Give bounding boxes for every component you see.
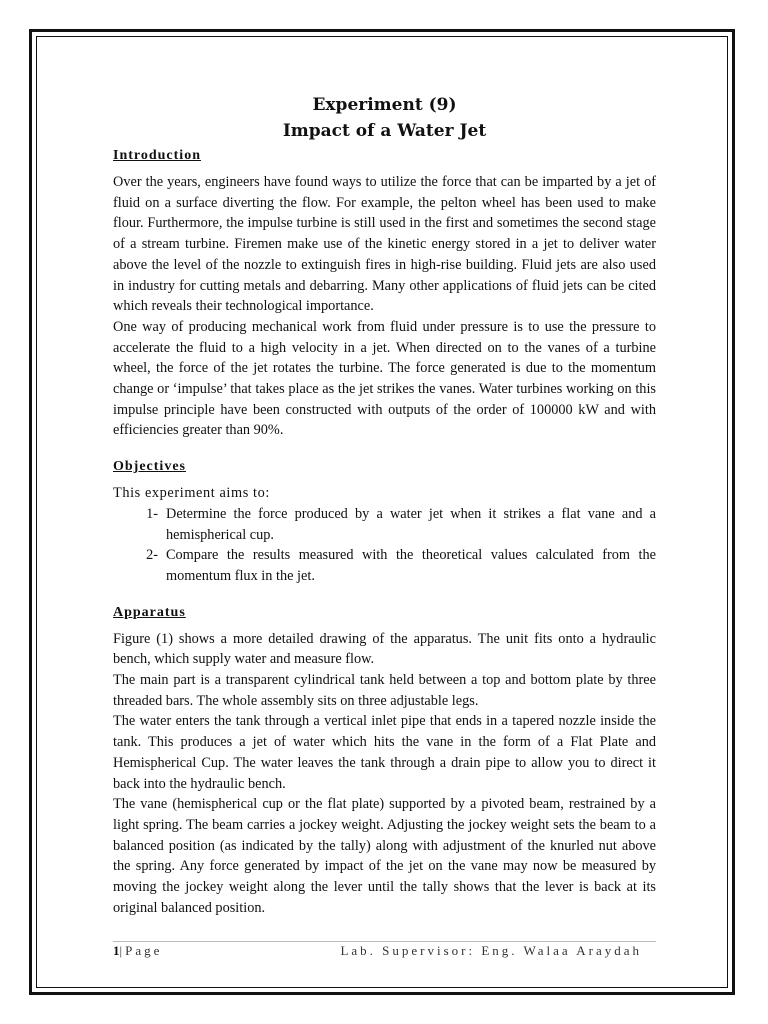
supervisor-credit: Lab. Supervisor: Eng. Walaa Araydah xyxy=(340,943,642,958)
objectives-lead: This experiment aims to: xyxy=(113,485,270,502)
page-number: 1 xyxy=(113,943,120,958)
introduction-paragraph-2: One way of producing mechanical work from fluid under pressure is to use the pressure to accelerate the fluid to a high velocity in a jet. When directed on to the vanes of a turbine wheel, the force of the jet rotates the turbine. The force generated is due to the momentum change or ‘impulse’ that takes place as the jet strikes the vanes. Water turbines working on this impulse principle have been constructed with outputs of the order of 100000 kW and with efficiencies greater than 90%. xyxy=(113,318,656,439)
apparatus-paragraph-4: The vane (hemispherical cup or the flat plate) supported by a pivoted beam, restrained by a light spring. The beam carries a jockey weight. Adjusting the jockey weight sets the beam to a balanced position (as indicated by the tally) along with adjustment of the knurled nut above the spring. Any force generated by impact of the jet on the vane may now be measured by moving the jockey weight along the lever until the tally shows that the lever is back at its original balanced position. xyxy=(113,796,656,916)
page-indicator xyxy=(113,943,162,959)
list-item-text: Determine the force produced by a water jet when it strikes a flat vane and a hemispherical cup. xyxy=(166,505,656,543)
list-item xyxy=(113,504,656,545)
objectives-list xyxy=(113,504,656,587)
introduction-heading: Introduction xyxy=(113,148,201,163)
page-title-experiment: Experiment (9) xyxy=(312,95,457,115)
apparatus-paragraph-3: The water enters the tank through a vertical inlet pipe that ends in a tapered nozzle inside the tank. This produces a jet of water which hits the vane in the form of a Flat Plate and Hemispherical Cup. The water leaves the tank through a drain pipe to allow you to direct it back into the hydraulic bench. xyxy=(113,713,656,792)
page-footer xyxy=(113,943,656,959)
footer-divider xyxy=(113,941,656,942)
list-item-text: Compare the results measured with the theoretical values calculated from the momentum flux in the jet. xyxy=(166,547,656,584)
page-title-subject: Impact of a Water Jet xyxy=(282,121,487,141)
document-body xyxy=(113,92,656,919)
apparatus-paragraph-1: Figure (1) shows a more detailed drawing of the apparatus. The unit fits onto a hydraulic bench, which supply water and measure flow. xyxy=(113,630,656,668)
list-item-number: 1- xyxy=(146,505,158,522)
introduction-paragraph-1: Over the years, engineers have found ways to utilize the force that can be imparted by a jet of fluid on a surface diverting the flow. For example, the pelton wheel has been used to make flour. Furthermore, the impulse turbine is still used in the first and sometimes the second stage of a stream turbine. Firemen make use of the kinetic energy stored in a jet to deliver water above the level of the nozzle to extinguish fires in high-rise building. Fluid jets are also used in industry for cutting metals and debarring. Many other applications of fluid jets can be cited which reveals their technological importance. xyxy=(113,174,656,315)
apparatus-heading: Apparatus xyxy=(113,604,186,620)
list-item-number: 2- xyxy=(146,547,158,564)
apparatus-paragraph-2: The main part is a transparent cylindrical tank held between a top and bottom plate by three threaded bars. The whole assembly sits on three adjustable legs. xyxy=(113,672,656,709)
page-label: |Page xyxy=(119,943,163,958)
list-item xyxy=(113,545,656,586)
objectives-heading: Objectives xyxy=(113,459,186,475)
